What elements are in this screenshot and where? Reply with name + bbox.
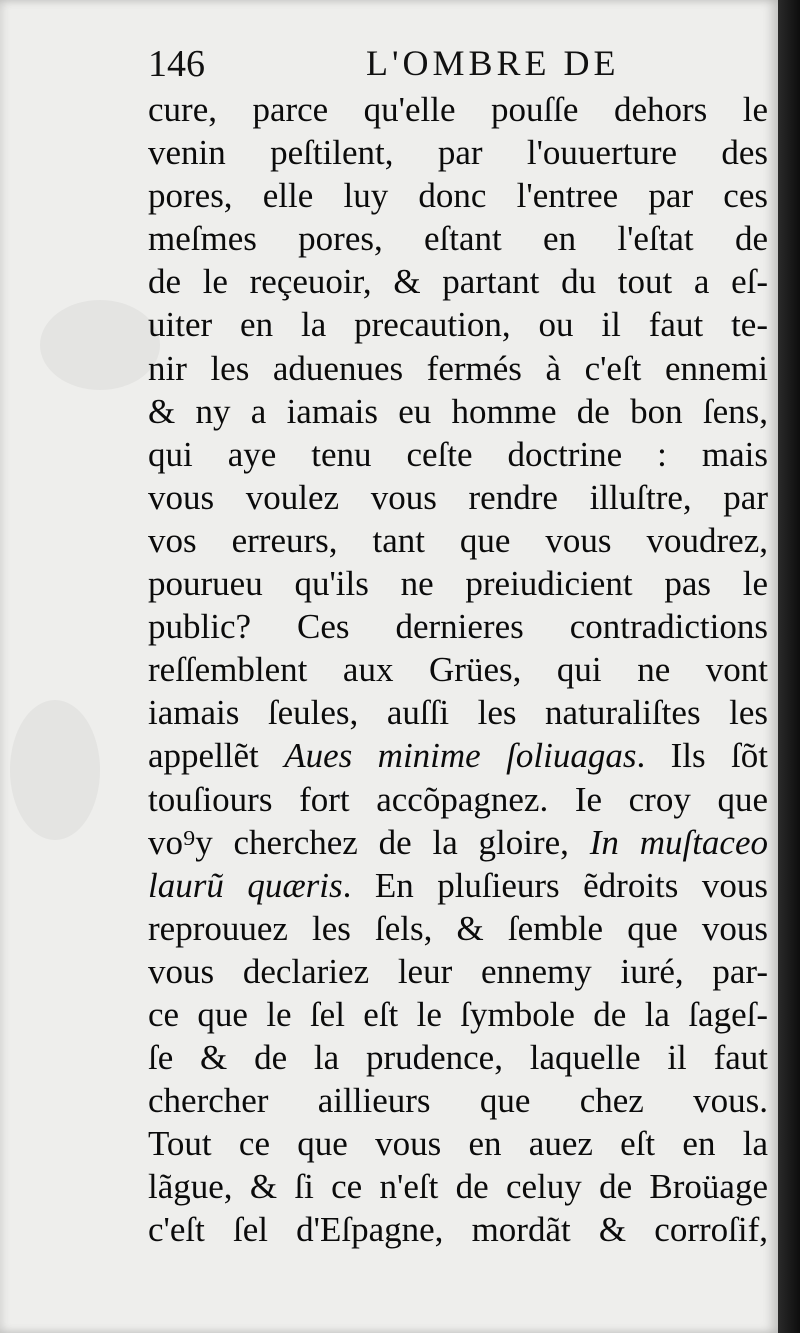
text-segment: ſe & de la prudence, laquelle il faut <box>148 1038 768 1078</box>
text-segment: cure, parce qu'elle pouſſe dehors le <box>148 90 768 129</box>
text-segment: c'eſt ſel d'Eſpagne, mordãt & corroſif, <box>148 1210 768 1250</box>
page-header <box>148 40 768 92</box>
text-segment: de le reçeuoir, & partant du tout a eſ- <box>148 262 768 302</box>
text-line <box>148 648 768 691</box>
text-line <box>148 562 768 605</box>
text-line <box>148 174 768 217</box>
text-line <box>148 950 768 993</box>
text-segment: vos erreurs, tant que vous voudrez, <box>148 520 768 560</box>
italic-latin-phrase: laurũ quæris <box>148 865 343 905</box>
text-line <box>148 1079 768 1122</box>
text-segment: reprouuez les ſels, & ſemble que vous <box>148 908 768 948</box>
text-line <box>148 1122 768 1165</box>
text-line <box>148 734 768 777</box>
text-segment: & ny a iamais eu homme de bon ſens, <box>148 391 768 431</box>
text-line <box>148 1036 768 1079</box>
page-edge-shadow <box>778 0 800 1333</box>
paper-stain <box>40 300 160 390</box>
text-segment: ce que le ſel eſt le ſymbole de la ſageſ- <box>148 994 768 1034</box>
text-segment: venin peſtilent, par l'ouuerture des <box>148 133 768 173</box>
text-line <box>148 131 768 174</box>
italic-latin-phrase: Aues minime ſoliuagas <box>284 736 637 776</box>
text-line <box>148 260 768 303</box>
text-line <box>148 907 768 950</box>
paper-stain <box>10 700 100 840</box>
text-line <box>148 1165 768 1208</box>
body-text <box>148 88 768 1252</box>
text-segment: iamais ſeules, auſſi les naturaliſtes les <box>148 693 768 733</box>
text-segment: pourueu qu'ils ne preiudicient pas le <box>148 564 768 604</box>
text-segment: touſiours fort accõpagnez. Ie croy que <box>148 779 768 819</box>
text-line <box>148 390 768 433</box>
text-line <box>148 1208 768 1251</box>
text-line <box>148 821 768 864</box>
text-line <box>148 691 768 734</box>
text-segment: Tout ce que vous en auez eſt en la <box>148 1124 768 1164</box>
italic-latin-phrase: In muſtaceo <box>589 822 769 862</box>
text-line <box>148 303 768 346</box>
text-segment: vous voulez vous rendre illuſtre, par <box>148 477 768 517</box>
text-segment: . Ils ſõt <box>636 736 768 776</box>
text-line <box>148 476 768 519</box>
text-line <box>148 864 768 907</box>
text-line <box>148 217 768 260</box>
text-segment: public? Ces dernieres contradictions <box>148 607 768 647</box>
text-line <box>148 778 768 821</box>
text-segment: . En pluſieurs ẽdroits vous <box>342 865 768 905</box>
text-line <box>148 433 768 476</box>
text-segment: meſmes pores, eſtant en l'eſtat de <box>148 219 768 259</box>
text-segment: appellẽt <box>148 736 285 776</box>
text-line <box>148 993 768 1036</box>
text-segment: uiter en la precaution, ou il faut te- <box>148 305 768 345</box>
text-segment: lãgue, & ſi ce n'eſt de celuy de Broüage <box>148 1167 768 1207</box>
page-number: 146 <box>148 43 205 85</box>
text-segment: qui aye tenu ceſte doctrine : mais <box>148 434 768 474</box>
text-segment: reſſemblent aux Grües, qui ne vont <box>148 650 768 690</box>
text-segment: vo⁹y cherchez de la gloire, <box>148 822 590 862</box>
text-segment: pores, elle luy donc l'entree par ces <box>148 176 768 216</box>
running-title: L'OMBRE DE <box>366 43 620 83</box>
text-segment: chercher aillieurs que chez vous. <box>148 1081 768 1121</box>
text-line <box>148 605 768 648</box>
text-line <box>148 347 768 390</box>
text-segment: nir les aduenues fermés à c'eſt ennemi <box>148 348 768 388</box>
text-line <box>148 88 768 131</box>
text-segment: vous declariez leur ennemy iuré, par- <box>148 951 768 991</box>
text-line <box>148 519 768 562</box>
